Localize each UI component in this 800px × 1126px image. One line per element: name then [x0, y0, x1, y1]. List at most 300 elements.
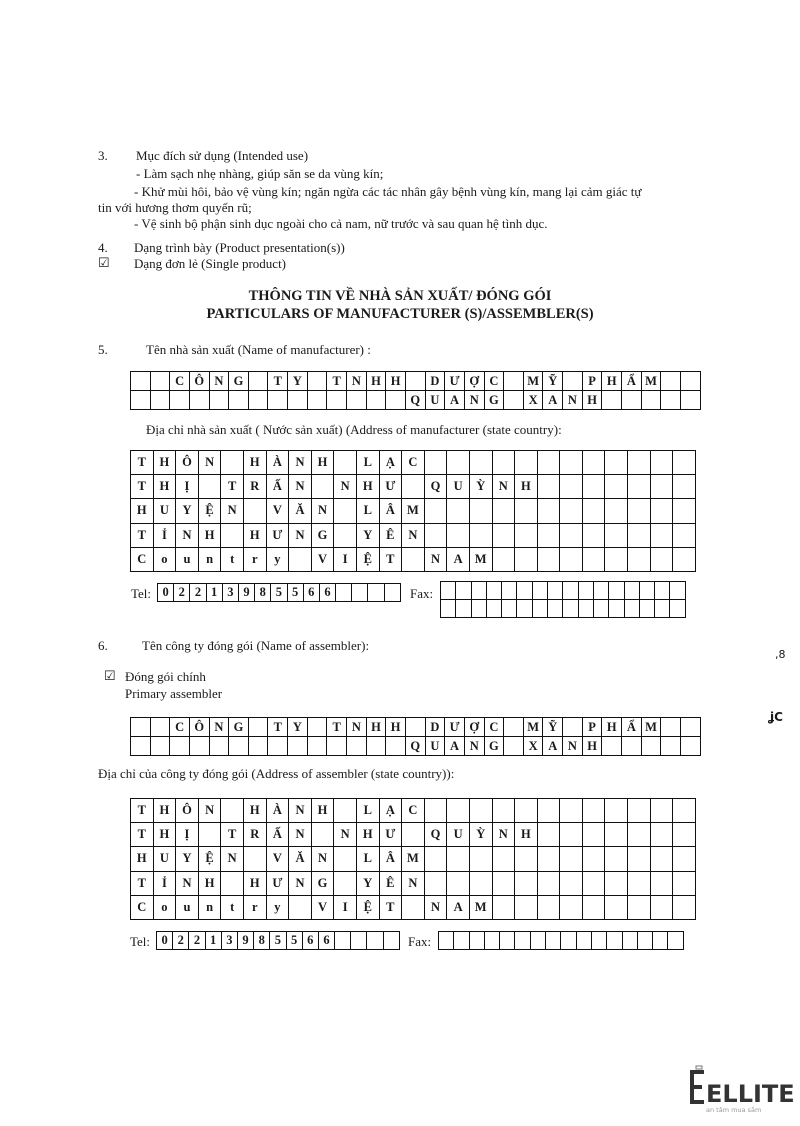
grid-cell: 5	[270, 932, 286, 950]
grid-cell	[334, 847, 357, 871]
assembler-fax-grid	[438, 931, 684, 950]
grid-cell	[288, 737, 308, 756]
grid-cell	[515, 499, 538, 523]
grid-cell: T	[131, 823, 154, 847]
grid-cell: M	[469, 547, 492, 571]
grid-cell: T	[131, 523, 154, 547]
grid-cell	[447, 523, 470, 547]
grid-cell	[424, 499, 447, 523]
grid-cell: 5	[271, 584, 287, 602]
assembler-fax-label: Fax:	[408, 934, 432, 949]
grid-cell: H	[131, 847, 154, 871]
grid-cell: u	[176, 895, 199, 919]
grid-cell	[637, 932, 652, 950]
grid-cell	[492, 499, 515, 523]
checkbox-checked-icon[interactable]: ☑	[104, 668, 116, 683]
grid-cell: M	[402, 499, 425, 523]
section-5-number: 5.	[98, 342, 108, 357]
grid-cell: Q	[405, 737, 425, 756]
grid-cell	[628, 895, 651, 919]
grid-cell	[471, 582, 486, 600]
grid-cell	[515, 895, 538, 919]
section-3-number: 3.	[98, 148, 108, 163]
grid-cell	[546, 932, 561, 950]
grid-cell: U	[447, 475, 470, 499]
grid-cell: T	[379, 547, 402, 571]
grid-cell	[628, 475, 651, 499]
grid-cell	[537, 475, 560, 499]
grid-cell	[639, 582, 654, 600]
grid-cell	[563, 372, 583, 391]
grid-cell	[641, 391, 661, 410]
grid-cell	[628, 799, 651, 823]
grid-cell	[673, 799, 696, 823]
grid-cell	[622, 391, 642, 410]
grid-cell	[502, 582, 517, 600]
grid-cell	[673, 823, 696, 847]
grid-cell: U	[447, 823, 470, 847]
grid-cell	[248, 372, 268, 391]
grid-cell	[198, 475, 221, 499]
margin-mark: ʝC	[770, 710, 783, 724]
grid-cell	[628, 451, 651, 475]
grid-cell: Â	[379, 499, 402, 523]
grid-cell	[537, 799, 560, 823]
logo-mark-icon	[688, 1064, 795, 1116]
grid-cell: Ợ	[464, 718, 484, 737]
assembler-name-grid	[130, 717, 701, 756]
grid-cell: A	[447, 895, 470, 919]
grid-cell	[605, 871, 628, 895]
grid-cell: V	[266, 499, 289, 523]
grid-row	[441, 600, 686, 618]
grid-cell	[492, 847, 515, 871]
grid-cell: C	[131, 895, 154, 919]
grid-cell	[484, 932, 499, 950]
grid-cell	[602, 391, 622, 410]
grid-cell: 3	[221, 932, 237, 950]
grid-cell: H	[198, 523, 221, 547]
grid-cell	[624, 600, 639, 618]
grid-cell: Ỳ	[469, 823, 492, 847]
grid-cell: 5	[287, 584, 303, 602]
grid-cell	[367, 932, 383, 950]
grid-cell: Ỉ	[153, 871, 176, 895]
grid-cell: I	[334, 547, 357, 571]
grid-cell: G	[484, 391, 504, 410]
grid-cell	[402, 895, 425, 919]
grid-cell	[441, 600, 456, 618]
grid-cell	[582, 547, 605, 571]
grid-cell	[327, 391, 347, 410]
grid-cell: N	[311, 499, 334, 523]
grid-cell	[537, 847, 560, 871]
grid-cell	[650, 799, 673, 823]
grid-cell	[537, 523, 560, 547]
grid-cell: H	[311, 799, 334, 823]
grid-cell: T	[221, 475, 244, 499]
grid-cell: H	[386, 372, 406, 391]
section-6-title: Tên công ty đóng gói (Name of assembler):	[142, 638, 370, 653]
grid-cell: y	[266, 547, 289, 571]
grid-cell: U	[153, 499, 176, 523]
grid-cell	[288, 391, 308, 410]
grid-cell: N	[492, 475, 515, 499]
grid-cell	[655, 600, 670, 618]
grid-cell	[502, 600, 517, 618]
ellite-logo	[688, 1064, 795, 1116]
grid-cell	[334, 451, 357, 475]
grid-cell: 1	[206, 584, 222, 602]
margin-mark: ,8	[775, 648, 786, 661]
grid-cell: D	[425, 718, 445, 737]
grid-cell	[605, 895, 628, 919]
grid-cell: H	[311, 451, 334, 475]
grid-cell: H	[356, 475, 379, 499]
grid-cell	[560, 895, 583, 919]
grid-cell: Ệ	[356, 895, 379, 919]
grid-cell	[334, 523, 357, 547]
grid-cell	[209, 737, 229, 756]
grid-cell	[469, 847, 492, 871]
grid-cell	[650, 847, 673, 871]
grid-cell	[268, 391, 288, 410]
grid-cell	[578, 582, 593, 600]
grid-cell	[670, 600, 685, 618]
grid-cell	[668, 932, 683, 950]
grid-cell: 6	[302, 932, 318, 950]
grid-cell: N	[289, 475, 312, 499]
grid-cell	[560, 847, 583, 871]
manufacturer-fax-grid	[440, 581, 686, 618]
grid-cell	[456, 582, 471, 600]
grid-cell	[384, 584, 400, 602]
grid-cell: L	[356, 847, 379, 871]
grid-cell	[537, 895, 560, 919]
section-3-title: Mục đích sử dụng (Intended use)	[136, 148, 309, 163]
grid-row	[131, 718, 701, 737]
grid-cell: n	[198, 547, 221, 571]
grid-cell: Ệ	[198, 847, 221, 871]
grid-cell: Â	[379, 847, 402, 871]
grid-cell	[334, 871, 357, 895]
manufacturer-tel-grid	[157, 583, 401, 602]
grid-row	[131, 523, 696, 547]
grid-cell	[673, 871, 696, 895]
grid-cell	[307, 737, 327, 756]
grid-cell: N	[209, 372, 229, 391]
grid-cell	[673, 895, 696, 919]
section-4-number: 4.	[98, 240, 108, 255]
grid-cell: L	[356, 499, 379, 523]
grid-cell	[469, 499, 492, 523]
grid-cell	[471, 600, 486, 618]
grid-cell: Q	[424, 823, 447, 847]
grid-cell	[680, 391, 700, 410]
grid-cell: H	[153, 451, 176, 475]
grid-cell	[515, 451, 538, 475]
grid-cell: r	[243, 895, 266, 919]
grid-cell	[605, 799, 628, 823]
grid-cell	[560, 499, 583, 523]
grid-cell	[243, 499, 266, 523]
grid-cell: N	[347, 372, 367, 391]
grid-cell: H	[582, 737, 602, 756]
grid-cell: N	[492, 823, 515, 847]
grid-cell: C	[131, 547, 154, 571]
grid-cell: N	[311, 847, 334, 871]
grid-cell: H	[386, 718, 406, 737]
grid-cell: N	[198, 799, 221, 823]
grid-cell	[504, 737, 524, 756]
grid-cell	[447, 847, 470, 871]
grid-cell: Ợ	[464, 372, 484, 391]
grid-cell	[532, 582, 547, 600]
grid-cell	[424, 871, 447, 895]
grid-cell	[447, 871, 470, 895]
grid-cell	[492, 451, 515, 475]
grid-cell	[622, 737, 642, 756]
grid-cell	[602, 737, 622, 756]
section-5-title: Tên nhà sản xuất (Name of manufacturer) :	[146, 342, 371, 357]
grid-cell: R	[243, 823, 266, 847]
checkbox-checked-icon[interactable]: ☑	[98, 255, 110, 270]
grid-cell	[560, 799, 583, 823]
grid-cell: Ê	[379, 523, 402, 547]
grid-cell	[515, 932, 530, 950]
grid-cell: Ă	[289, 847, 312, 871]
grid-cell	[537, 823, 560, 847]
grid-cell	[605, 847, 628, 871]
section-3-line-3: tin với hương thơm quyến rũ;	[98, 200, 252, 215]
grid-cell: 6	[303, 584, 319, 602]
grid-cell: Ă	[289, 499, 312, 523]
grid-cell: 8	[254, 932, 270, 950]
grid-cell	[150, 391, 170, 410]
grid-cell: G	[484, 737, 504, 756]
grid-cell	[563, 582, 578, 600]
grid-cell: Ẩ	[622, 372, 642, 391]
grid-cell: V	[311, 895, 334, 919]
grid-cell	[563, 718, 583, 737]
grid-cell	[532, 600, 547, 618]
grid-cell: N	[176, 871, 199, 895]
grid-cell: I	[334, 895, 357, 919]
grid-row	[439, 932, 684, 950]
grid-cell: T	[327, 718, 347, 737]
grid-cell	[368, 584, 384, 602]
grid-cell	[402, 475, 425, 499]
grid-row	[441, 582, 686, 600]
grid-cell	[268, 737, 288, 756]
section-3-line-1: - Làm sạch nhẹ nhàng, giúp săn se da vùng kín;	[136, 166, 384, 181]
grid-cell: A	[543, 391, 563, 410]
grid-cell	[582, 451, 605, 475]
grid-cell	[548, 582, 563, 600]
grid-cell: Ư	[445, 718, 465, 737]
grid-cell	[628, 523, 651, 547]
grid-cell	[352, 584, 368, 602]
grid-cell	[248, 718, 268, 737]
grid-cell	[582, 523, 605, 547]
grid-cell	[673, 499, 696, 523]
grid-cell	[492, 871, 515, 895]
grid-cell	[673, 451, 696, 475]
grid-cell	[500, 932, 515, 950]
grid-cell	[289, 895, 312, 919]
grid-cell	[582, 475, 605, 499]
grid-cell	[131, 391, 151, 410]
grid-cell	[605, 823, 628, 847]
grid-cell: C	[402, 451, 425, 475]
grid-cell: H	[243, 799, 266, 823]
logo-tagline: an tâm mua sắm	[706, 1106, 762, 1114]
grid-cell	[289, 547, 312, 571]
grid-cell	[650, 499, 673, 523]
grid-cell	[248, 737, 268, 756]
grid-cell: H	[602, 372, 622, 391]
grid-cell	[582, 499, 605, 523]
grid-cell: G	[311, 523, 334, 547]
grid-cell: N	[402, 871, 425, 895]
grid-cell: A	[445, 737, 465, 756]
grid-row	[131, 391, 701, 410]
grid-cell: Ỹ	[543, 372, 563, 391]
grid-cell	[650, 871, 673, 895]
grid-cell: 0	[157, 932, 173, 950]
grid-cell: T	[131, 871, 154, 895]
grid-cell	[386, 737, 406, 756]
grid-cell: Ạ	[379, 451, 402, 475]
logo-text: ELLITE	[706, 1080, 795, 1108]
grid-cell	[593, 600, 608, 618]
grid-cell: H	[515, 475, 538, 499]
grid-cell: T	[268, 718, 288, 737]
grid-cell	[334, 499, 357, 523]
grid-cell	[537, 451, 560, 475]
grid-cell: Ệ	[356, 547, 379, 571]
grid-cell	[366, 391, 386, 410]
grid-cell	[469, 451, 492, 475]
grid-cell: T	[327, 372, 347, 391]
grid-cell: U	[425, 737, 445, 756]
grid-cell	[673, 475, 696, 499]
grid-cell: N	[221, 847, 244, 871]
grid-cell: Ê	[379, 871, 402, 895]
grid-cell	[653, 932, 668, 950]
grid-cell	[447, 451, 470, 475]
grid-cell	[504, 372, 524, 391]
grid-cell: D	[425, 372, 445, 391]
grid-cell: U	[153, 847, 176, 871]
grid-cell: 0	[158, 584, 174, 602]
grid-cell	[680, 718, 700, 737]
grid-cell	[424, 523, 447, 547]
grid-cell: Ấ	[266, 475, 289, 499]
grid-cell	[221, 451, 244, 475]
grid-cell	[576, 932, 591, 950]
grid-cell	[641, 737, 661, 756]
grid-cell: A	[447, 547, 470, 571]
grid-cell: T	[379, 895, 402, 919]
grid-cell	[402, 547, 425, 571]
grid-cell	[582, 799, 605, 823]
grid-cell: 2	[190, 584, 206, 602]
grid-cell: Y	[288, 718, 308, 737]
grid-cell	[198, 823, 221, 847]
grid-cell	[537, 871, 560, 895]
grid-cell	[517, 600, 532, 618]
grid-cell: P	[582, 718, 602, 737]
section-4-option: Dạng đơn lẻ (Single product)	[134, 256, 287, 271]
grid-cell: N	[289, 451, 312, 475]
grid-cell	[605, 523, 628, 547]
grid-cell	[243, 847, 266, 871]
grid-cell	[673, 847, 696, 871]
grid-cell	[578, 600, 593, 618]
grid-cell: Y	[356, 871, 379, 895]
grid-cell: T	[221, 823, 244, 847]
grid-cell	[492, 799, 515, 823]
grid-cell	[673, 523, 696, 547]
grid-cell: Q	[405, 391, 425, 410]
grid-cell	[424, 451, 447, 475]
grid-cell	[537, 499, 560, 523]
grid-cell	[661, 737, 681, 756]
grid-cell: L	[356, 451, 379, 475]
manufacturer-fax-label: Fax:	[410, 586, 434, 601]
grid-cell	[131, 372, 151, 391]
grid-cell	[334, 799, 357, 823]
grid-cell: N	[289, 523, 312, 547]
grid-cell	[591, 932, 606, 950]
grid-cell	[515, 523, 538, 547]
grid-cell	[655, 582, 670, 600]
grid-row	[131, 499, 696, 523]
grid-cell: T	[131, 451, 154, 475]
grid-cell: Ị	[176, 475, 199, 499]
grid-cell	[537, 547, 560, 571]
assembler-address-label: Địa chỉ của công ty đóng gói (Address of assembler (state country)):	[98, 766, 455, 781]
grid-cell: T	[131, 799, 154, 823]
grid-cell	[347, 391, 367, 410]
grid-cell	[605, 451, 628, 475]
grid-cell	[189, 391, 209, 410]
grid-cell	[441, 582, 456, 600]
grid-cell: N	[334, 475, 357, 499]
grid-cell	[563, 600, 578, 618]
grid-cell	[221, 799, 244, 823]
grid-cell: Ô	[189, 718, 209, 737]
grid-cell	[383, 932, 399, 950]
grid-cell: U	[425, 391, 445, 410]
assembler-tel-grid	[156, 931, 400, 950]
heading-line-2: PARTICULARS OF MANUFACTURER (S)/ASSEMBLER(S)	[206, 306, 594, 322]
grid-cell: 2	[173, 932, 189, 950]
grid-cell	[560, 823, 583, 847]
grid-cell	[628, 547, 651, 571]
grid-cell: N	[347, 718, 367, 737]
grid-cell	[504, 718, 524, 737]
grid-cell	[221, 523, 244, 547]
grid-cell: Ị	[176, 823, 199, 847]
grid-cell: N	[198, 451, 221, 475]
grid-cell: t	[221, 547, 244, 571]
grid-cell: H	[582, 391, 602, 410]
grid-cell	[605, 499, 628, 523]
grid-cell: H	[366, 372, 386, 391]
grid-cell	[335, 932, 351, 950]
